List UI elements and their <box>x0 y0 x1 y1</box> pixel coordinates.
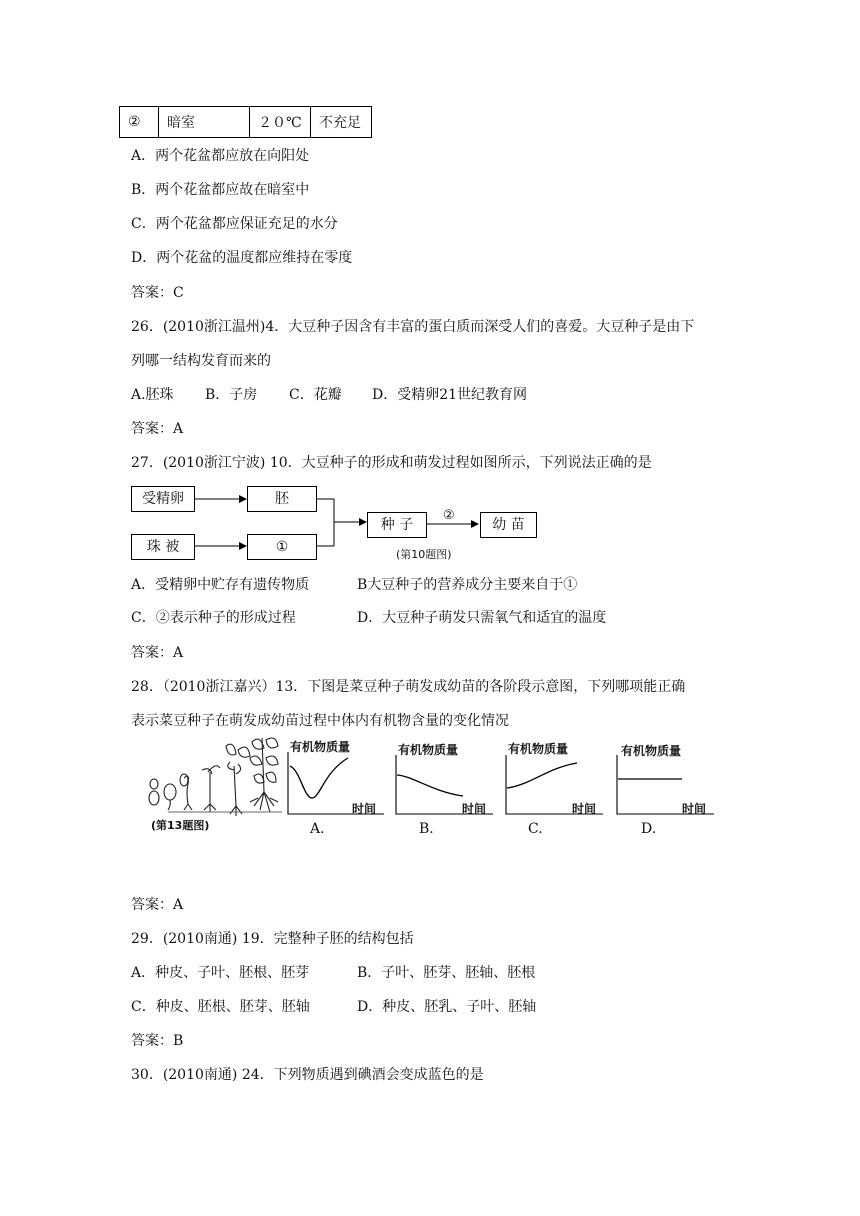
graph-b-ylabel: 有机物质量 <box>398 743 459 757</box>
q26-answer: 答案：A <box>131 421 184 437</box>
graph-b-label: B. <box>419 821 434 837</box>
q29-answer: 答案：B <box>131 1033 184 1049</box>
table-cell: 不充足 <box>311 107 372 138</box>
graph-d-plot <box>614 752 714 832</box>
q25-option-d: D．两个花盆的温度都应维持在零度 <box>131 250 353 266</box>
graph-c-ylabel: 有机物质量 <box>508 742 569 756</box>
graph-d-xlabel: 时间 <box>682 802 707 816</box>
q27-stem: 27．(2010浙江宁波) 10．大豆种子的形成和萌发过程如图所示，下列说法正确的是 <box>131 455 652 471</box>
label1-box: ① <box>247 534 317 560</box>
q26-stem-line1: 26．(2010浙江温州)4．大豆种子因含有丰富的蛋白质而深受人们的喜爱。大豆种子是由下 <box>131 319 695 335</box>
seed-box: 种 子 <box>367 512 427 538</box>
graph-c-xlabel: 时间 <box>572 802 597 816</box>
q26-option-c: C．花瓣 <box>289 387 342 403</box>
q29-option-b: B．子叶、胚芽、胚轴、胚根 <box>357 965 536 981</box>
graph-a-label: A. <box>310 821 325 837</box>
q25-option-b: B．两个花盆都应故在暗室中 <box>131 182 310 198</box>
embryo-box: 胚 <box>247 486 317 512</box>
q27-option-c: C．②表示种子的形成过程 <box>131 610 296 626</box>
q25-answer: 答案：C <box>131 285 184 301</box>
seedling-box: 幼 苗 <box>480 512 537 538</box>
q29-option-c: C．种皮、胚根、胚芽、胚轴 <box>131 999 310 1015</box>
q27-answer: 答案：A <box>131 645 184 661</box>
q27-option-d: D．大豆种子萌发只需氧气和适宜的温度 <box>357 610 607 626</box>
arrow-label-2: ② <box>443 508 455 523</box>
fertilized-egg-box: 受精卵 <box>131 486 195 512</box>
graph-b-xlabel: 时间 <box>462 802 487 816</box>
graph-a-ylabel: 有机物质量 <box>290 740 351 754</box>
graph-a-plot <box>284 752 384 832</box>
q26-option-b: B．子房 <box>205 387 258 403</box>
graph-a-xlabel: 时间 <box>352 802 377 816</box>
graph-c-label: C. <box>528 821 543 837</box>
q29-option-a: A．种皮、子叶、胚根、胚芽 <box>131 965 310 981</box>
q28-stem-line2: 表示菜豆种子在萌发成幼苗过程中体内有机物含量的变化情况 <box>131 713 509 729</box>
integument-box: 珠 被 <box>131 534 195 560</box>
q26-stem-line2: 列哪一结构发育而来的 <box>131 353 271 369</box>
graph-c-plot <box>503 752 603 832</box>
q25-option-c: C．两个花盆都应保证充足的水分 <box>131 216 338 232</box>
q25-option-a: A．两个花盆都应放在向阳处 <box>131 148 310 164</box>
graph-a-curve <box>290 758 348 798</box>
table-cell: ２０℃ <box>250 107 311 138</box>
q27-option-a: A．受精卵中贮存有遗传物质 <box>131 577 310 593</box>
q30-stem: 30．(2010南通) 24．下列物质遇到碘酒会变成蓝色的是 <box>131 1067 484 1083</box>
q28-answer: 答案：A <box>131 897 184 913</box>
q29-stem: 29．(2010南通) 19．完整种子胚的结构包括 <box>131 931 414 947</box>
table-cell: ② <box>120 107 159 138</box>
table-cell: 暗室 <box>159 107 250 138</box>
figure-13-caption: (第13题图) <box>151 819 210 832</box>
q26-option-a: A.胚珠 <box>131 387 174 403</box>
diagram-caption: (第10题图) <box>396 548 452 561</box>
seedling-stages-illustration <box>138 732 288 822</box>
q28-stem-line1: 28．（2010浙江嘉兴）13．下图是菜豆种子萌发成幼苗的各阶段示意图，下列哪项能正确 <box>131 679 686 695</box>
graph-c-curve <box>507 763 577 788</box>
graph-d-ylabel: 有机物质量 <box>621 744 682 758</box>
graph-d-label: D. <box>641 821 657 837</box>
graph-b-curve <box>397 775 463 796</box>
q27-option-b: B大豆种子的营养成分主要来自于① <box>357 577 578 593</box>
graph-b-plot <box>393 752 493 832</box>
q26-option-d: D．受精卵21世纪教育网 <box>372 387 528 403</box>
q29-option-d: D．种皮、胚乳、子叶、胚轴 <box>357 999 537 1015</box>
